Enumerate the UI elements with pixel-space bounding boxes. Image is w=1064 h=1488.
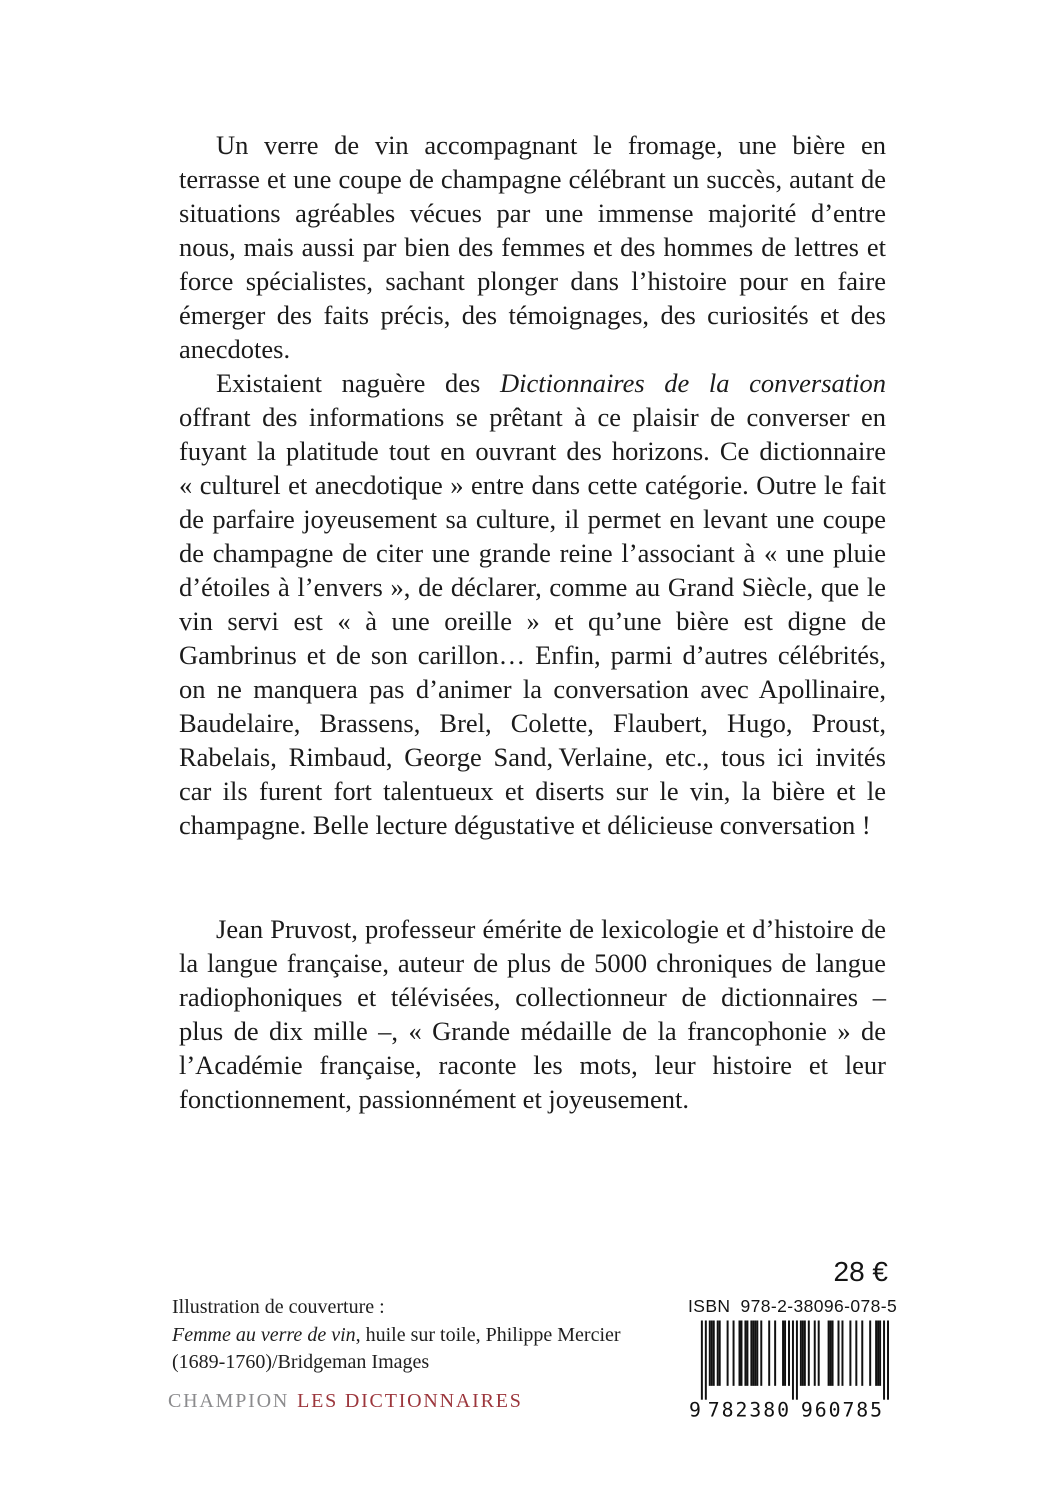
svg-text:8: 8 bbox=[721, 1398, 734, 1420]
artwork-title: Femme au verre de vin bbox=[172, 1323, 356, 1346]
publisher-line bbox=[168, 1390, 523, 1413]
blurb-paragraph-2-rest: offrant des informations se prêtant à ce plaisir de converser en fuyant la platitude tout en ouvrant des horizons. Ce dictionnaire « culturel et anecdotique » entre dans cette catégorie. Outre le fait de parfaire joyeusement sa culture, il permet en levant une coupe de champagne de citer une grande reine l’associant à « une pluie d’étoiles à l’envers », de déclarer, comme au Grand Siècle, que le vin servi est « à une oreille » et qu’une bière est digne de Gambrinus et de son carillon… Enfin, parmi d’autres célébrités, on ne manquera pas d’animer la conversation avec Apollinaire, Baudelaire, Brassens, Brel, Colette, Flaubert, Hugo, Proust, Rabelais, Rimbaud, George Sand, Verlaine, etc., tous ici invités car ils furent fort talentueux et diserts sur le vin, la bière et le champagne. Belle lecture dégustative et délicieuse conversation ! bbox=[179, 402, 886, 840]
blurb bbox=[179, 128, 886, 1116]
blurb-paragraph-2-lead: Existaient naguère des bbox=[216, 368, 500, 398]
isbn-line bbox=[688, 1296, 898, 1317]
cover-illustration-credit bbox=[172, 1294, 621, 1377]
svg-text:7: 7 bbox=[842, 1398, 855, 1420]
barcode-block bbox=[688, 1296, 898, 1420]
svg-text:5: 5 bbox=[870, 1398, 883, 1420]
svg-text:6: 6 bbox=[814, 1398, 827, 1420]
isbn-label: ISBN bbox=[688, 1296, 731, 1316]
ean13-barcode bbox=[689, 1320, 889, 1420]
blurb-paragraph-intro: Un verre de vin accompagnant le fromage, une bière en terrasse et une coupe de champagne célébrant un succès, autant de situations agréables vécues par une immense majorité d’entre nous, mais aussi par bien des femmes et des hommes de lettres et force spécialistes, sachant plonger dans l’histoire pour en faire émerger des faits précis, des témoignages, des curiosités et des anecdotes. bbox=[179, 130, 886, 364]
svg-text:8: 8 bbox=[763, 1398, 776, 1420]
blurb-paragraph-dictionaries bbox=[179, 366, 886, 842]
svg-text:2: 2 bbox=[735, 1398, 748, 1420]
svg-text:9: 9 bbox=[689, 1398, 701, 1420]
cited-work-title: Dictionnaires de la conversation bbox=[499, 368, 886, 398]
author-bio: Jean Pruvost, professeur émérite de lexicologie et d’histoire de la langue française, auteur de plus de 5000 chroniques de langue radiophoniques et télévisées, collectionneur de dictionnaires – plus de dix mille –, « Grande médaille de la francophonie » de l’Académie française, raconte les mots, leur histoire et leur fonctionnement, passionnément et joyeusement. bbox=[179, 914, 886, 1114]
credit-artist-dates: (1689-1760)/Bridgeman Images bbox=[172, 1351, 430, 1373]
svg-text:7: 7 bbox=[707, 1398, 720, 1420]
price-label: 28 € bbox=[833, 1256, 888, 1287]
svg-text:0: 0 bbox=[828, 1398, 841, 1420]
isbn-value: 978-2-38096-078-5 bbox=[740, 1296, 898, 1316]
svg-text:0: 0 bbox=[777, 1398, 790, 1420]
credit-artwork-line bbox=[172, 1322, 621, 1350]
svg-text:9: 9 bbox=[800, 1398, 813, 1420]
artwork-details: , huile sur toile, Philippe Mercier bbox=[355, 1323, 621, 1346]
publisher-collection: LES DICTIONNAIRES bbox=[297, 1390, 523, 1412]
svg-text:3: 3 bbox=[749, 1398, 762, 1420]
credit-heading: Illustration de couverture : bbox=[172, 1296, 385, 1318]
svg-text:8: 8 bbox=[856, 1398, 869, 1420]
publisher-name: CHAMPION bbox=[168, 1390, 290, 1412]
